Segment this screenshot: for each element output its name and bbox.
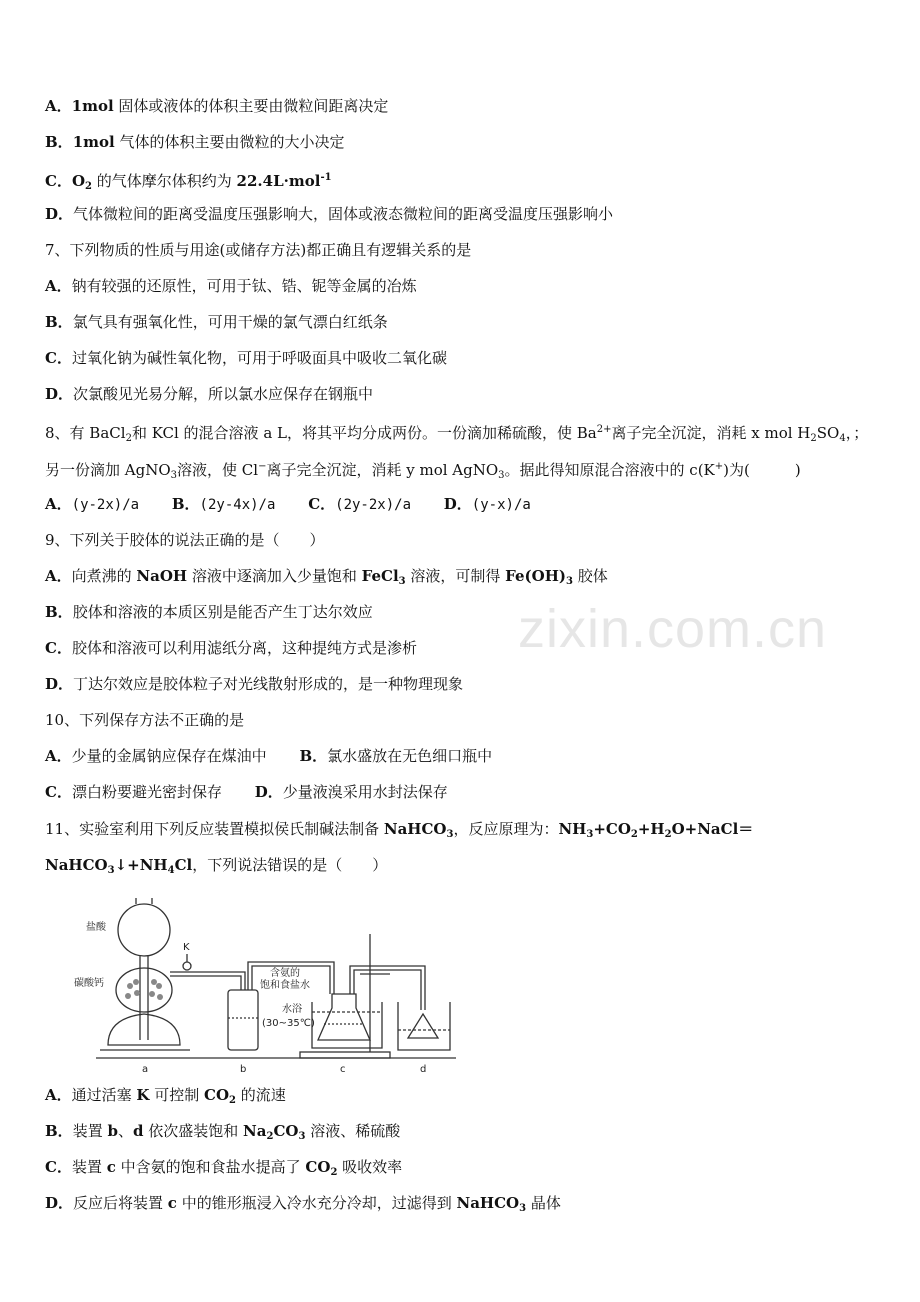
label-brine-1: 含氨的 bbox=[270, 968, 300, 979]
q8-stem-line2: 另一份滴加 AgNO$_3$溶液，使 Cl−离子完全沉淀，消耗 y mol AgNO$_3$。据此得知原混合溶液中的 c(K+)为( ) bbox=[45, 461, 801, 481]
q11-stem-line2: $NaHCO_3↓+NH_4Cl$，下列说法错误的是（ ） bbox=[45, 856, 388, 876]
q6-option-b[interactable]: B．1mol 气体的体积主要由微粒的大小决定 bbox=[45, 133, 345, 151]
kipp-bottom-bulb bbox=[108, 1014, 180, 1045]
q9-stem: 9、下列关于胶体的说法正确的是（ ） bbox=[45, 531, 325, 549]
kipp-top-bulb bbox=[118, 904, 170, 956]
q11-option-a[interactable]: A．通过活塞 K 可控制 $CO_2$ 的流速 bbox=[45, 1086, 286, 1106]
q7-option-d[interactable]: D．次氯酸见光易分解，所以氯水应保存在钢瓶中 bbox=[45, 385, 374, 403]
apparatus-figure bbox=[70, 890, 460, 1080]
label-a: a bbox=[142, 1064, 149, 1075]
kipp-middle-bulb bbox=[116, 968, 172, 1012]
beaker-d bbox=[398, 1002, 450, 1050]
inverted-funnel bbox=[408, 1014, 438, 1038]
q10-option-a[interactable]: A．少量的金属钠应保存在煤油中 bbox=[45, 747, 267, 765]
q11-stem-line1: 11、实验室利用下列反应装置模拟侯氏制碱法制备 NaHCO$_3$，反应原理为：$NH_3+CO_2+H_2O+NaCl=$ bbox=[45, 820, 754, 840]
q8-options bbox=[45, 494, 531, 515]
q11-option-d[interactable]: D．反应后将装置 c 中的锥形瓶浸入冷水充分冷却，过滤得到 NaHCO$_3$ 晶体 bbox=[45, 1194, 561, 1214]
wash-bottle-b bbox=[228, 990, 258, 1050]
q7-stem: 7、下列物质的性质与用途(或储存方法)都正确且有逻辑关系的是 bbox=[45, 241, 472, 259]
stand-base bbox=[300, 1052, 390, 1058]
q9-option-d[interactable]: D．丁达尔效应是胶体粒子对光线散射形成的，是一种物理现象 bbox=[45, 675, 464, 693]
q6-option-c[interactable]: C．$O_2$ 的气体摩尔体积约为 22.4L·mol$^{-1}$ bbox=[45, 172, 332, 192]
label-k: K bbox=[183, 942, 190, 953]
q7-option-c[interactable]: C．过氧化钠为碱性氧化物，可用于呼吸面具中吸收二氧化碳 bbox=[45, 349, 447, 367]
watermark: zixin.com.cn bbox=[518, 599, 828, 659]
label-d: d bbox=[420, 1064, 427, 1075]
q6-option-a[interactable]: A．1mol 固体或液体的体积主要由微粒间距离决定 bbox=[45, 97, 389, 115]
q10-option-d[interactable]: D．少量液溴采用水封法保存 bbox=[254, 783, 448, 801]
q10-options-row1 bbox=[45, 746, 492, 766]
label-brine-2: 饱和食盐水 bbox=[260, 980, 310, 991]
q10-option-b[interactable]: B．氯水盛放在无色细口瓶中 bbox=[299, 747, 493, 765]
q7-option-a[interactable]: A．钠有较强的还原性，可用于钛、锆、铌等金属的冶炼 bbox=[45, 277, 417, 295]
q9-option-b[interactable]: B．胶体和溶液的本质区别是能否产生丁达尔效应 bbox=[45, 603, 373, 621]
label-bath-temp: (30~35℃) bbox=[262, 1018, 315, 1029]
q8-stem-line1: 8、有 BaCl$_2$和 KCl 的混合溶液 a L，将其平均分成两份。一份滴加稀硫酸，使 $Ba^{2+}$离子完全沉淀，消耗 x mol $H_2SO_4$，； bbox=[45, 424, 869, 444]
q8-option-c[interactable]: C．(2y-2x)/a bbox=[308, 495, 411, 513]
kipp-outlet-tube bbox=[170, 972, 235, 976]
q9-option-c[interactable]: C．胶体和溶液可以利用滤纸分离，这种提纯方式是渗析 bbox=[45, 639, 417, 657]
q10-stem: 10、下列保存方法不正确的是 bbox=[45, 711, 245, 729]
q11-option-c[interactable]: C．装置 c 中含氨的饱和食盐水提高了 $CO_2$ 吸收效率 bbox=[45, 1158, 403, 1178]
label-bath: 水浴 bbox=[282, 1004, 302, 1015]
q11-option-b[interactable]: B．装置 b、d 依次盛装饱和 $Na_2CO_3$ 溶液、稀硫酸 bbox=[45, 1122, 401, 1142]
q8-option-a[interactable]: A．(y-2x)/a bbox=[45, 495, 140, 513]
water-bath bbox=[312, 1002, 382, 1048]
valve-k bbox=[183, 962, 191, 970]
q10-options-row2 bbox=[45, 782, 448, 802]
conical-flask bbox=[318, 994, 370, 1040]
q6-option-d[interactable]: D．气体微粒间的距离受温度压强影响大，固体或液态微粒间的距离受温度压强影响小 bbox=[45, 205, 614, 223]
q10-option-c[interactable]: C．漂白粉要避光密封保存 bbox=[45, 783, 222, 801]
q9-option-a[interactable]: A．向煮沸的 NaOH 溶液中逐滴加入少量饱和 FeCl$_3$ 溶液，可制得 $Fe(OH)_3$ 胶体 bbox=[45, 567, 608, 587]
q8-option-d[interactable]: D．(y-x)/a bbox=[443, 495, 531, 513]
label-caco3: 碳酸钙 bbox=[74, 978, 104, 989]
q8-option-b[interactable]: B．(2y-4x)/a bbox=[171, 495, 276, 513]
q7-option-b[interactable]: B．氯气具有强氧化性，可用干燥的氯气漂白红纸条 bbox=[45, 313, 388, 331]
label-hcl: 盐酸 bbox=[86, 922, 106, 933]
label-b: b bbox=[240, 1064, 247, 1075]
label-c: c bbox=[340, 1064, 346, 1075]
